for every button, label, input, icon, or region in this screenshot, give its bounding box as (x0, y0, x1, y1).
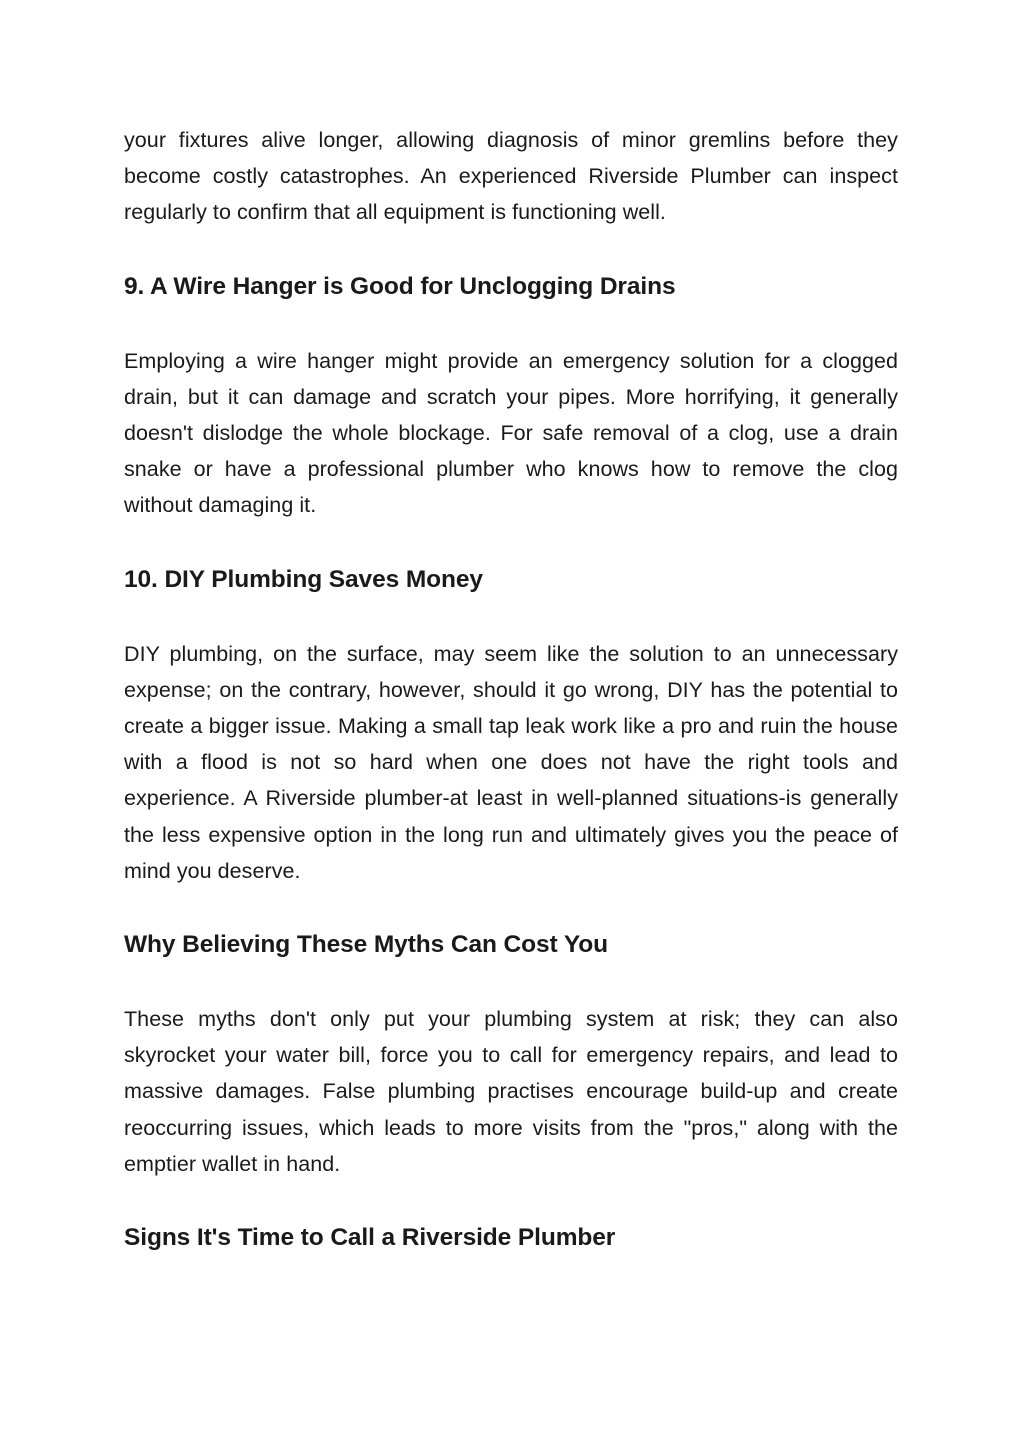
document-page (124, 122, 898, 1256)
intro-paragraph: your fixtures alive longer, allowing diagnosis of minor gremlins before they become costly catastrophes. An experienced Riverside Plumber can inspect regularly to confirm that all equipment is functioning well. (124, 128, 898, 225)
section-body-why-myths-cost: These myths don't only put your plumbing system at risk; they can also skyrocket your water bill, force you to call for emergency repairs, and lead to massive damages. False plumbing practises encourage build-up and create reoccurring issues, which leads to more visits from the "pros," along with the emptier wallet in hand. (124, 1007, 898, 1176)
section-heading-wire-hanger: 9. A Wire Hanger is Good for Unclogging Drains (124, 272, 676, 300)
section-heading-diy-plumbing: 10. DIY Plumbing Saves Money (124, 565, 483, 593)
section-heading-signs-to-call: Signs It's Time to Call a Riverside Plumber (124, 1224, 616, 1252)
section-body-diy-plumbing: DIY plumbing, on the surface, may seem like the solution to an unnecessary expense; on the contrary, however, should it go wrong, DIY has the potential to create a bigger issue. Making a small tap leak work like a pro and ruin the house with a flood is not so hard when one does not have the right tools and experience. A Riverside plumber-at least in well-planned situations-is generally the less expensive option in the long run and ultimately gives you the peace of mind you deserve. (124, 641, 898, 883)
section-body-wire-hanger: Employing a wire hanger might provide an emergency solution for a clogged drain, but it can damage and scratch your pipes. More horrifying, it generally doesn't dislodge the whole blockage. For safe removal of a clog, use a drain snake or have a professional plumber who knows how to remove the clog without damaging it. (124, 348, 898, 518)
section-heading-why-myths-cost: Why Believing These Myths Can Cost You (124, 931, 609, 959)
